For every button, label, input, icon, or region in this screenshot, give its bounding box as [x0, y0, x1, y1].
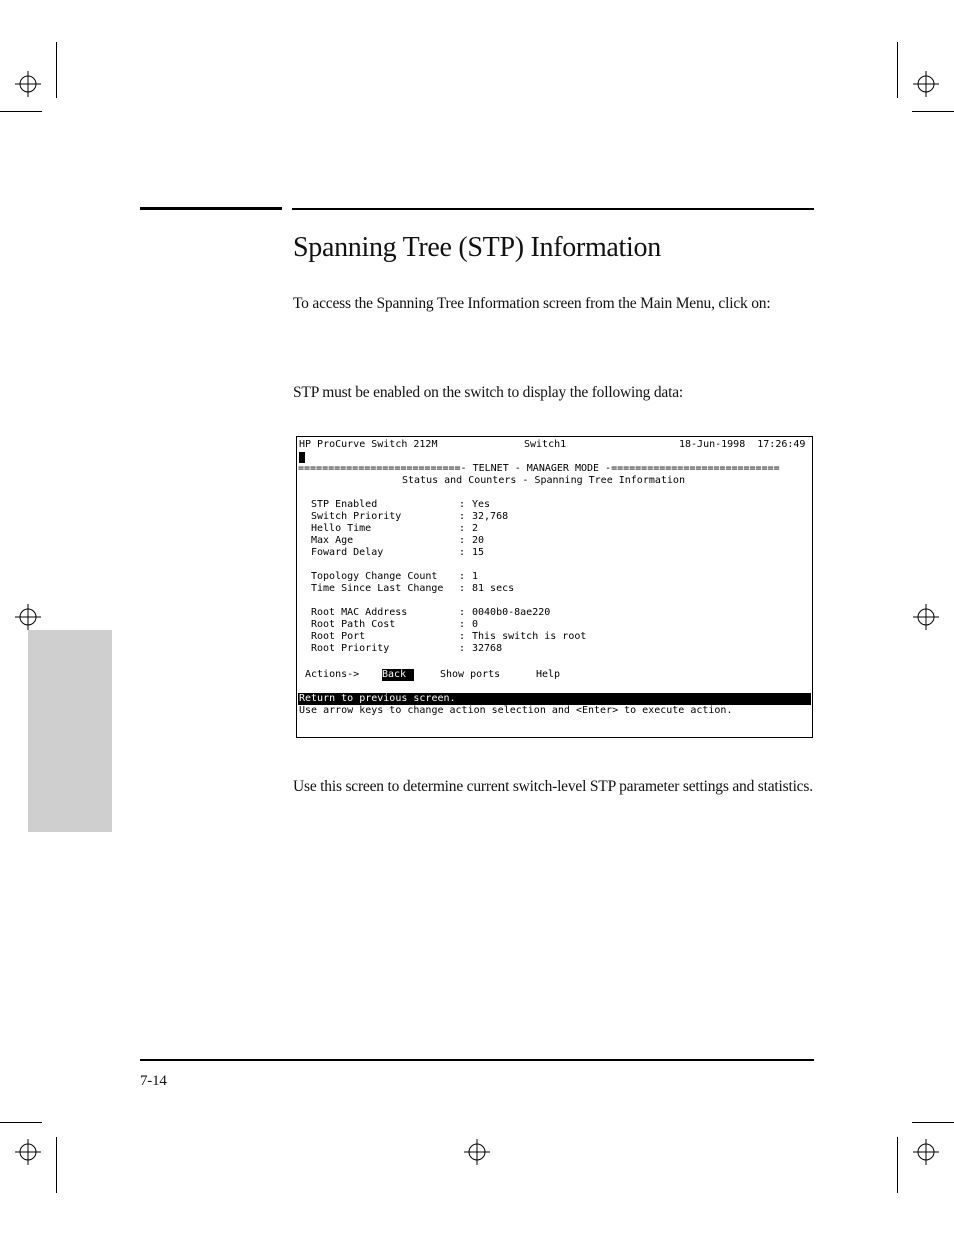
field-separator: : [459, 535, 466, 546]
field-value: Yes [472, 499, 491, 510]
crop-mark [56, 1137, 57, 1193]
requirement-paragraph: STP must be enabled on the switch to display the following data: [293, 384, 683, 401]
field-separator: : [459, 643, 466, 654]
field-separator: : [459, 499, 466, 510]
registration-mark-icon [913, 604, 939, 630]
registration-mark-icon [15, 1139, 41, 1165]
crop-mark [0, 1122, 42, 1123]
footer-rule [140, 1059, 814, 1061]
field-separator: : [459, 571, 466, 582]
field-value: 1 [472, 571, 479, 582]
field-label: Root Path Cost [311, 619, 396, 630]
field-separator: : [459, 583, 466, 594]
field-label: STP Enabled [311, 499, 378, 510]
field-value: 0040b0-8ae220 [472, 607, 551, 618]
terminal-screen-title: Status and Counters - Spanning Tree Information [402, 475, 685, 486]
registration-mark-icon [464, 1139, 490, 1165]
intro-paragraph: To access the Spanning Tree Information screen from the Main Menu, click on: [293, 295, 771, 312]
field-label: Hello Time [311, 523, 372, 534]
registration-mark-icon [913, 71, 939, 97]
field-separator: : [459, 511, 466, 522]
terminal-device-name: HP ProCurve Switch 212M [299, 439, 438, 450]
chapter-side-tab [28, 630, 112, 832]
field-separator: : [459, 547, 466, 558]
field-value: 32,768 [472, 511, 509, 522]
terminal-cursor [299, 452, 305, 463]
field-label: Max Age [311, 535, 354, 546]
field-label: Root Priority [311, 643, 390, 654]
field-label: Topology Change Count [311, 571, 438, 582]
crop-mark [897, 42, 898, 98]
page-number: 7-14 [140, 1073, 167, 1089]
crop-mark [0, 111, 42, 112]
field-label: Root Port [311, 631, 366, 642]
field-value: This switch is root [472, 631, 587, 642]
field-value: 2 [472, 523, 479, 534]
description-paragraph: Use this screen to determine current switch-level STP parameter settings and statistics. [293, 778, 813, 795]
registration-mark-icon [913, 1139, 939, 1165]
action-back-button[interactable]: Back [382, 669, 414, 681]
terminal-screenshot [296, 436, 813, 738]
action-help-button[interactable]: Help [536, 669, 561, 680]
field-value: 32768 [472, 643, 503, 654]
crop-mark [56, 42, 57, 98]
crop-mark [897, 1137, 898, 1193]
field-separator: : [459, 523, 466, 534]
registration-mark-icon [15, 71, 41, 97]
help-message: Use arrow keys to change action selection and <Enter> to execute action. [299, 705, 733, 716]
field-label: Switch Priority [311, 511, 402, 522]
field-separator: : [459, 631, 466, 642]
section-heading: Spanning Tree (STP) Information [293, 232, 661, 263]
registration-mark-icon [15, 604, 41, 630]
field-value: 20 [472, 535, 485, 546]
terminal-datetime: 18-Jun-1998 17:26:49 [679, 439, 806, 450]
crop-mark [912, 111, 954, 112]
terminal-mode-banner: ===========================- TELNET - MANAGER MODE -============================ [298, 463, 780, 474]
field-label: Foward Delay [311, 547, 384, 558]
crop-mark [912, 1122, 954, 1123]
terminal-status-bar [298, 693, 811, 705]
terminal-switch-name: Switch1 [524, 439, 567, 450]
field-separator: : [459, 619, 466, 630]
field-label: Time Since Last Change [311, 583, 444, 594]
status-message: Return to previous screen. [299, 693, 456, 704]
field-value: 81 secs [472, 583, 515, 594]
header-rule-right [292, 208, 814, 210]
field-value: 0 [472, 619, 479, 630]
header-rule-left [140, 207, 282, 210]
field-separator: : [459, 607, 466, 618]
field-value: 15 [472, 547, 485, 558]
action-show-ports-button[interactable]: Show ports [440, 669, 501, 680]
actions-label: Actions-> [305, 669, 360, 680]
field-label: Root MAC Address [311, 607, 408, 618]
